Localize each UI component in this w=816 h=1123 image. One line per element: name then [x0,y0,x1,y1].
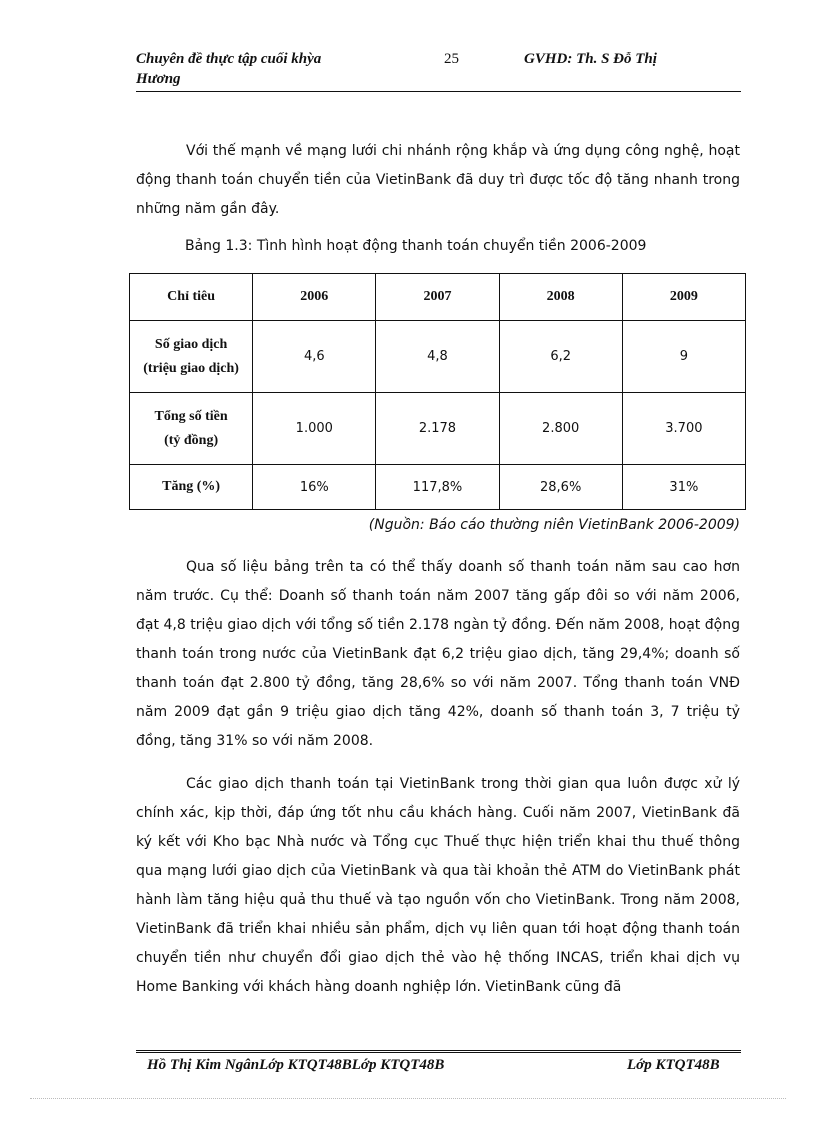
row-label [130,321,253,393]
body-paragraph: Các giao dịch thanh toán tại VietinBank trong thời gian qua luôn được xử lý chính xác, kịp thời, đáp ứng tốt nhu cầu khách hàng. Cuối năm 2007, VietinBank đã ký kết với Kho bạc Nhà nước và Tổng cục Thuế thực hiện triển khai thu thuế thông qua mạng lưới giao dịch của VietinBank và qua tài khoản thẻ ATM do VietinBank phát hành làm tăng hiệu quả thu thuế và tạo nguồn vốn cho VietinBank. Trong năm 2008, VietinBank đã triển khai nhiều sản phẩm, dịch vụ liên quan tới hoạt động thanh toán chuyển tiền như chuyển đổi giao dịch thẻ vào hệ thống INCAS, triển khai dịch vụ Home Banking với khách hàng doanh nghiệp lớn. VietinBank cũng đã [136,776,740,995]
header-supervisor: GVHD: Th. S Đỗ Thị [524,51,657,67]
table-caption: Bảng 1.3: Tình hình hoạt động thanh toán chuyển tiền 2006-2009 [185,238,647,254]
table-header-row [130,274,746,321]
table-cell: 6,2 [499,321,622,393]
table-row [130,465,746,510]
header-rule [136,91,741,92]
footer-author: Hồ Thị Kim NgânLớp KTQT48BLớp KTQT48B [147,1057,445,1073]
intro-paragraph: Với thế mạnh về mạng lưới chi nhánh rộng khắp và ứng dụng công nghệ, hoạt động thanh toán chuyển tiền của VietinBank đã duy trì được tốc độ tăng nhanh trong những năm gần đây. [136,143,740,217]
table-row [130,393,746,465]
table-cell: 4,8 [376,321,499,393]
table-cell: 4,6 [253,321,376,393]
header-cell-indicator: Chỉ tiêu [130,274,253,321]
table-cell: 9 [622,321,745,393]
table-cell: 2.178 [376,393,499,465]
header-cell-2007: 2007 [376,274,499,321]
table-source: (Nguồn: Báo cáo thường niên VietinBank 2006-2009) [368,517,740,533]
page-number: 25 [444,51,459,67]
table-cell: 16% [253,465,376,510]
row-label: Tăng (%) [130,465,253,510]
table-cell: 2.800 [499,393,622,465]
row-label [130,393,253,465]
analysis-paragraph: Qua số liệu bảng trên ta có thể thấy doanh số thanh toán năm sau cao hơn năm trước. Cụ thể: Doanh số thanh toán năm 2007 tăng gấp đôi so với năm 2006, đạt 4,8 triệu giao dịch với tổng số tiền 2.178 ngàn tỷ đồng. Đến năm 2008, hoạt động thanh toán trong nước của VietinBank đạt 6,2 triệu giao dịch, tăng 29,4%; doanh số thanh toán đạt 2.800 tỷ đồng, tăng 28,6% so với năm 2007. Tổng thanh toán VNĐ năm 2009 đạt gần 9 triệu giao dịch tăng 42%, doanh số thanh toán 3, 7 triệu tỷ đồng, tăng 31% so với năm 2008. [136,559,740,749]
header-title-line2: Hương [136,71,181,87]
footer-rule [136,1050,741,1053]
header-title [136,49,376,89]
header-cell-2008: 2008 [499,274,622,321]
table-cell: 117,8% [376,465,499,510]
table-cell: 1.000 [253,393,376,465]
header-cell-2009: 2009 [622,274,745,321]
table-cell: 28,6% [499,465,622,510]
table-cell: 31% [622,465,745,510]
table-row [130,321,746,393]
header-cell-2006: 2006 [253,274,376,321]
page-bottom-divider [30,1098,786,1099]
row-label-line1: Số giao dịch [154,336,228,352]
row-label-line1: Tổng số tiền [154,408,228,424]
header-title-line1: Chuyên đề thực tập cuối khỳa [136,51,322,67]
table-cell: 3.700 [622,393,745,465]
row-label-line2: (triệu giao dịch) [143,360,239,376]
row-label-line2: (tỷ đồng) [164,432,219,448]
footer-class: Lớp KTQT48B [627,1057,720,1073]
data-table [129,273,746,510]
